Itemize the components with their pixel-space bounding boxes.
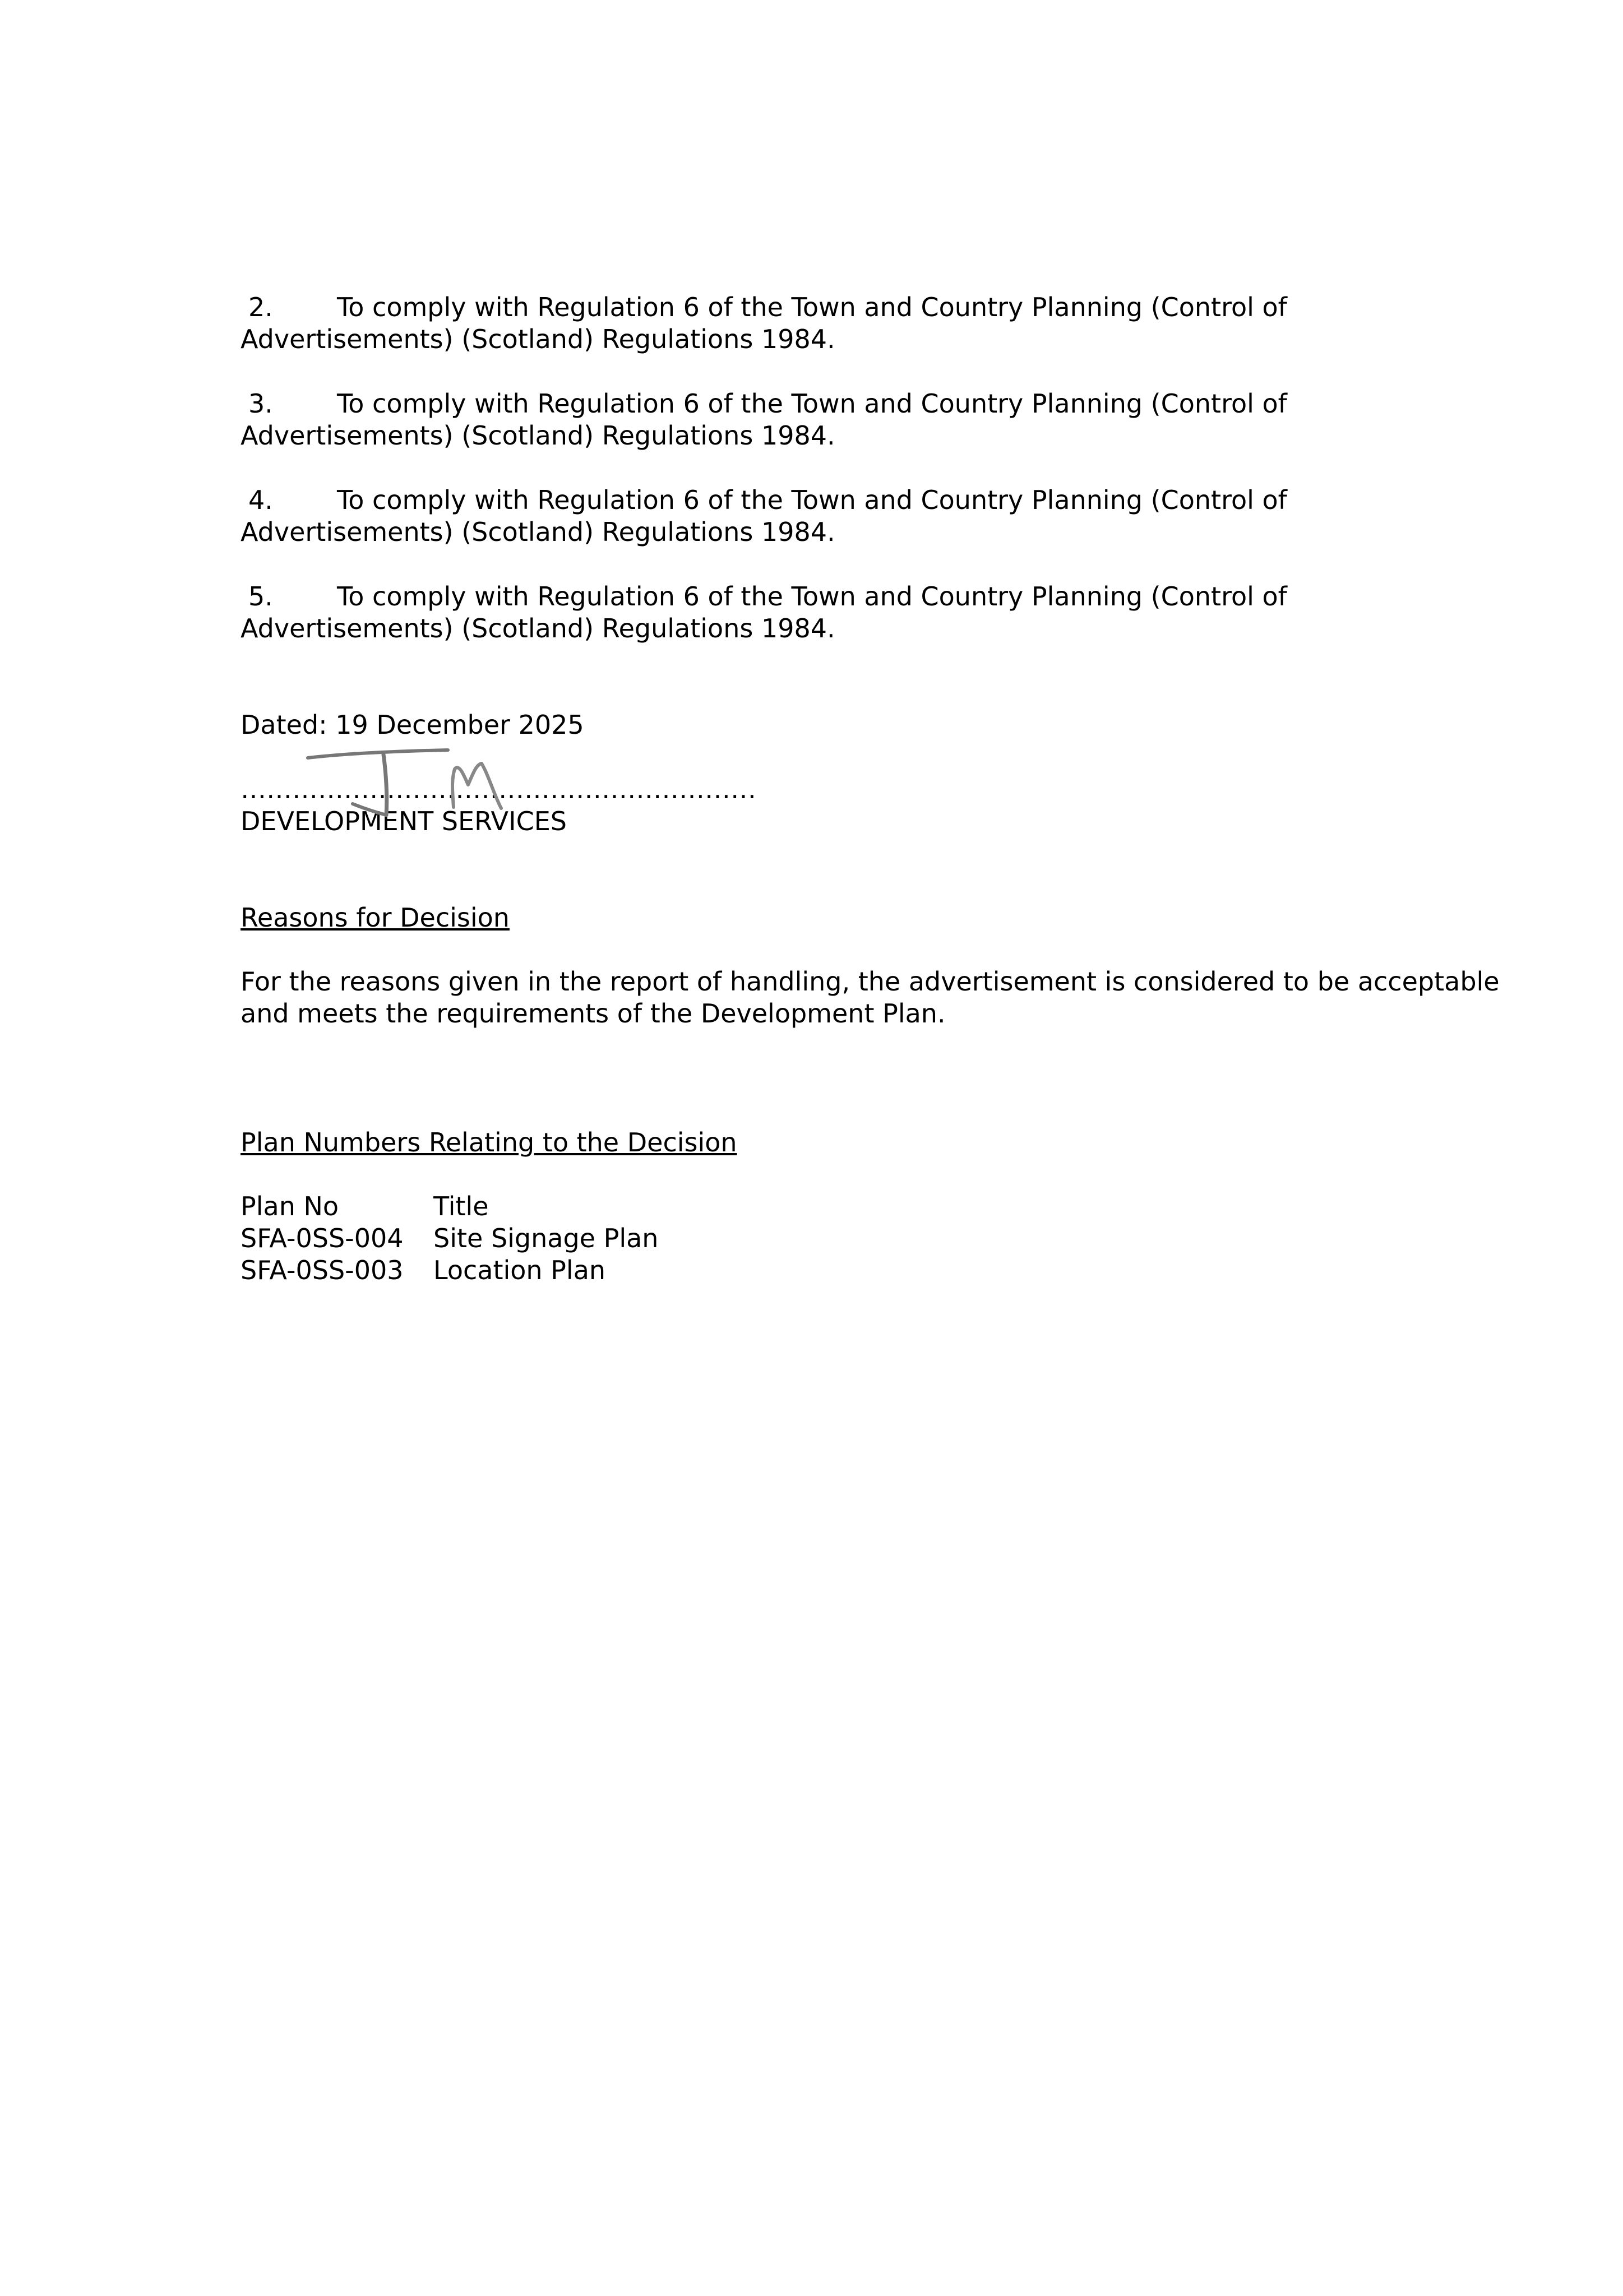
condition-reason-5 [241,581,1418,645]
condition-reason-4 [241,484,1418,548]
reason-line-2: Advertisements) (Scotland) Regulations 1984. [241,420,835,451]
reason-line-2: Advertisements) (Scotland) Regulations 1984. [241,324,835,354]
handwritten-signature [285,741,599,825]
reason-line-2: Advertisements) (Scotland) Regulations 1984. [241,613,835,644]
reasons-for-decision-heading: Reasons for Decision [241,902,510,933]
plan-title-cell: Location Plan [433,1255,606,1285]
reason-line-1 [241,484,1418,516]
reason-number: 5. [248,581,273,612]
reason-number: 2. [248,292,273,322]
reason-line-1 [241,291,1418,323]
reason-number: 3. [248,388,273,419]
reason-text: To comply with Regulation 6 of the Town and Country Planning (Control of [337,485,1287,515]
condition-reason-2 [241,291,1418,355]
reason-line-1 [241,581,1418,613]
plan-title-cell: Site Signage Plan [433,1223,659,1253]
column-header-title: Title [433,1191,489,1221]
document-content [241,291,1500,1286]
column-header-plan-no: Plan No [241,1191,339,1221]
reasons-for-decision-text [241,966,1500,1030]
table-row [241,1255,658,1286]
plan-no-cell: SFA-0SS-004 [241,1223,404,1253]
dated-line: Dated: 19 December 2025 [241,710,584,740]
plan-no-cell: SFA-0SS-003 [241,1255,404,1285]
signature-dotted-line: …………………………………………………… [241,774,756,804]
reason-text: To comply with Regulation 6 of the Town and Country Planning (Control of [337,388,1287,419]
reason-line-1 [241,388,1418,420]
plan-numbers-table [241,1191,658,1286]
reason-number: 4. [248,485,273,515]
table-row [241,1223,658,1255]
signature-block [241,741,1418,806]
plan-numbers-heading: Plan Numbers Relating to the Decision [241,1127,737,1158]
reason-line-2: Advertisements) (Scotland) Regulations 1984. [241,517,835,547]
department-name: DEVELOPMENT SERVICES [241,806,567,836]
reason-text: To comply with Regulation 6 of the Town and Country Planning (Control of [337,581,1287,612]
condition-reason-3 [241,388,1418,452]
table-header-row [241,1191,658,1223]
reason-text: To comply with Regulation 6 of the Town and Country Planning (Control of [337,292,1287,322]
reasons-text-line-1: For the reasons given in the report of handling, the advertisement is considered to be acceptable [241,966,1500,997]
reasons-text-line-2: and meets the requirements of the Development Plan. [241,998,946,1029]
